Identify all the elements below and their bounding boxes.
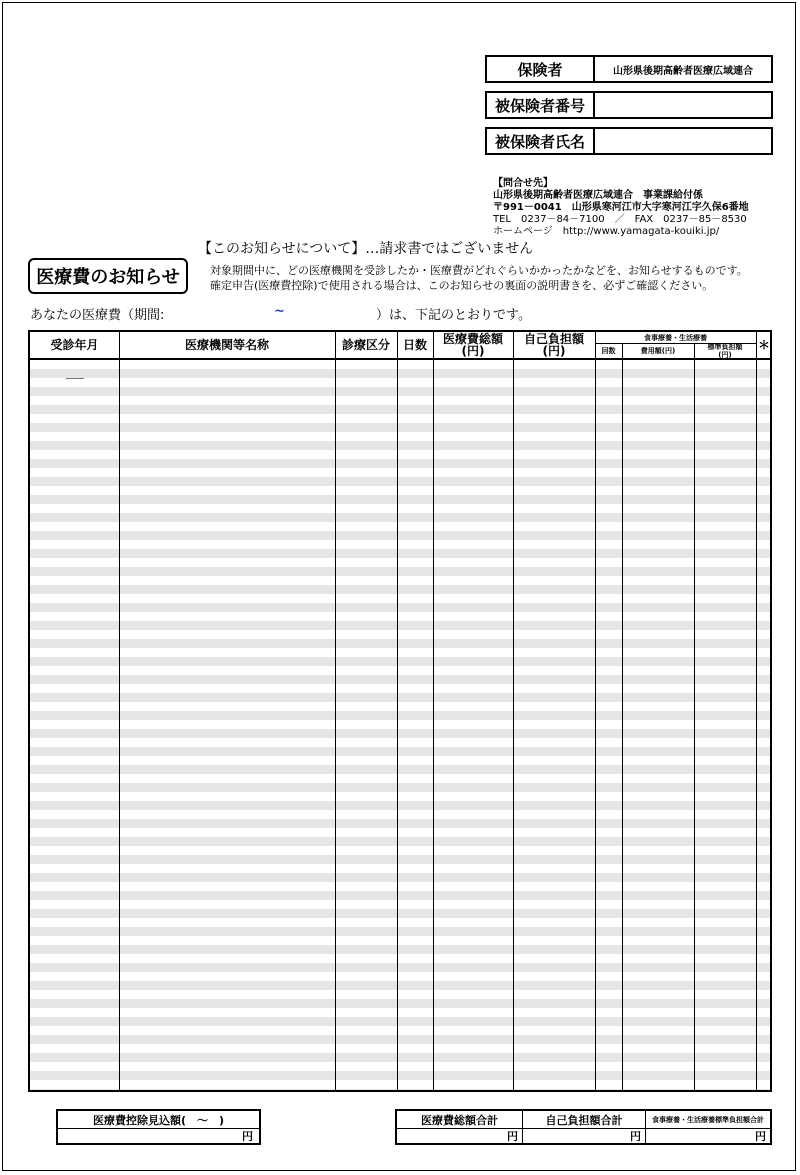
col-divider	[756, 332, 757, 1090]
insured-number-label: 被保険者番号	[487, 93, 595, 117]
meal-total-label: 食事療養・生活療養標準負担額合計	[646, 1111, 770, 1129]
header-total-cost-label: 医療費総額	[442, 332, 503, 346]
contact-block	[493, 178, 793, 238]
col-divider	[694, 343, 695, 1090]
contact-line-address: 〒991－0041 山形県寒河江市大字寒河江字久保6番地	[493, 202, 749, 213]
header-total-cost-unit: (円)	[461, 344, 485, 358]
header-self-pay	[513, 332, 595, 358]
row-placeholder-dash	[66, 378, 84, 379]
col-divider	[513, 332, 514, 1090]
period-tilde: ~	[274, 304, 285, 319]
self-pay-total-label: 自己負担額合計	[523, 1111, 645, 1129]
header-meal-std-unit: (円)	[718, 350, 732, 359]
insurer-value: 山形県後期高齢者医療広域連合	[613, 65, 753, 77]
col-divider	[397, 332, 398, 1090]
total-cost-yen: 円	[507, 1130, 518, 1143]
header-meal-group: 食事療養・生活療養	[644, 333, 707, 342]
insured-number-value	[595, 93, 771, 117]
meal-total-yen: 円	[755, 1130, 766, 1143]
header-meal-cost: 費用額(円)	[640, 346, 676, 355]
contact-line-org: 山形県後期高齢者医療広域連合 事業課給付係	[493, 190, 703, 201]
period-prefix: あなたの医療費（期間:	[30, 308, 165, 323]
meal-total-cell	[646, 1111, 770, 1143]
insurer-row	[485, 55, 773, 83]
header-meal-std	[694, 343, 756, 358]
header-meal-std-label: 標準負担額	[707, 342, 743, 351]
insurer-info-table	[485, 55, 773, 163]
total-cost-cell	[397, 1111, 523, 1143]
deduction-yen: 円	[242, 1130, 253, 1143]
header-category: 診療区分	[341, 338, 390, 352]
header-days: 日数	[402, 338, 427, 352]
totals-box	[395, 1109, 772, 1145]
notice-line-2: 確定申告(医療費控除)で使用される場合は、このお知らせの裏面の説明書きを、必ずご確認ください。	[210, 279, 714, 292]
table-header-row	[30, 332, 770, 360]
insured-name-label: 被保険者氏名	[487, 129, 595, 153]
deduction-estimate-box	[56, 1109, 261, 1145]
contact-line-phone: TEL 0237－84－7100 ／ FAX 0237－85－8530	[493, 214, 747, 225]
header-month: 受診年月	[50, 338, 99, 352]
deduction-label: 医療費控除見込額( ～ )	[58, 1111, 259, 1129]
insured-number-row	[485, 91, 773, 119]
table-body-rows	[30, 360, 770, 1090]
col-divider	[119, 332, 120, 1090]
page-title: 医療費のお知らせ	[28, 258, 188, 294]
header-meal-count: 回数	[601, 346, 616, 355]
contact-line-homepage: ホームページ http://www.yamagata-kouiki.jp/	[493, 226, 720, 237]
col-divider	[595, 332, 596, 1090]
period-suffix: ）は、下記のとおりです。	[376, 308, 531, 323]
self-pay-total-cell	[523, 1111, 646, 1143]
header-total-cost	[433, 332, 513, 358]
header-self-pay-label: 自己負担額	[523, 332, 584, 346]
insured-name-row	[485, 127, 773, 155]
header-self-pay-unit: (円)	[542, 344, 566, 358]
col-divider	[622, 343, 623, 1090]
notice-heading: 【このお知らせについて】…請求書ではございません	[198, 241, 534, 257]
notice-line-1: 対象期間中に、どの医療機関を受診したか・医療費がどれぐらいかかったかなどを、お知らせするものです。	[210, 264, 748, 277]
medical-cost-table	[28, 330, 772, 1092]
col-divider	[335, 332, 336, 1090]
insured-name-value	[595, 129, 771, 153]
insurer-label: 保険者	[487, 57, 595, 81]
header-institution: 医療機関等名称	[184, 338, 269, 352]
header-mark: ＊	[757, 338, 770, 352]
total-cost-label: 医療費総額合計	[397, 1111, 522, 1129]
col-divider	[433, 332, 434, 1090]
contact-heading: 【問合せ先】	[493, 178, 553, 189]
self-pay-total-yen: 円	[630, 1130, 641, 1143]
